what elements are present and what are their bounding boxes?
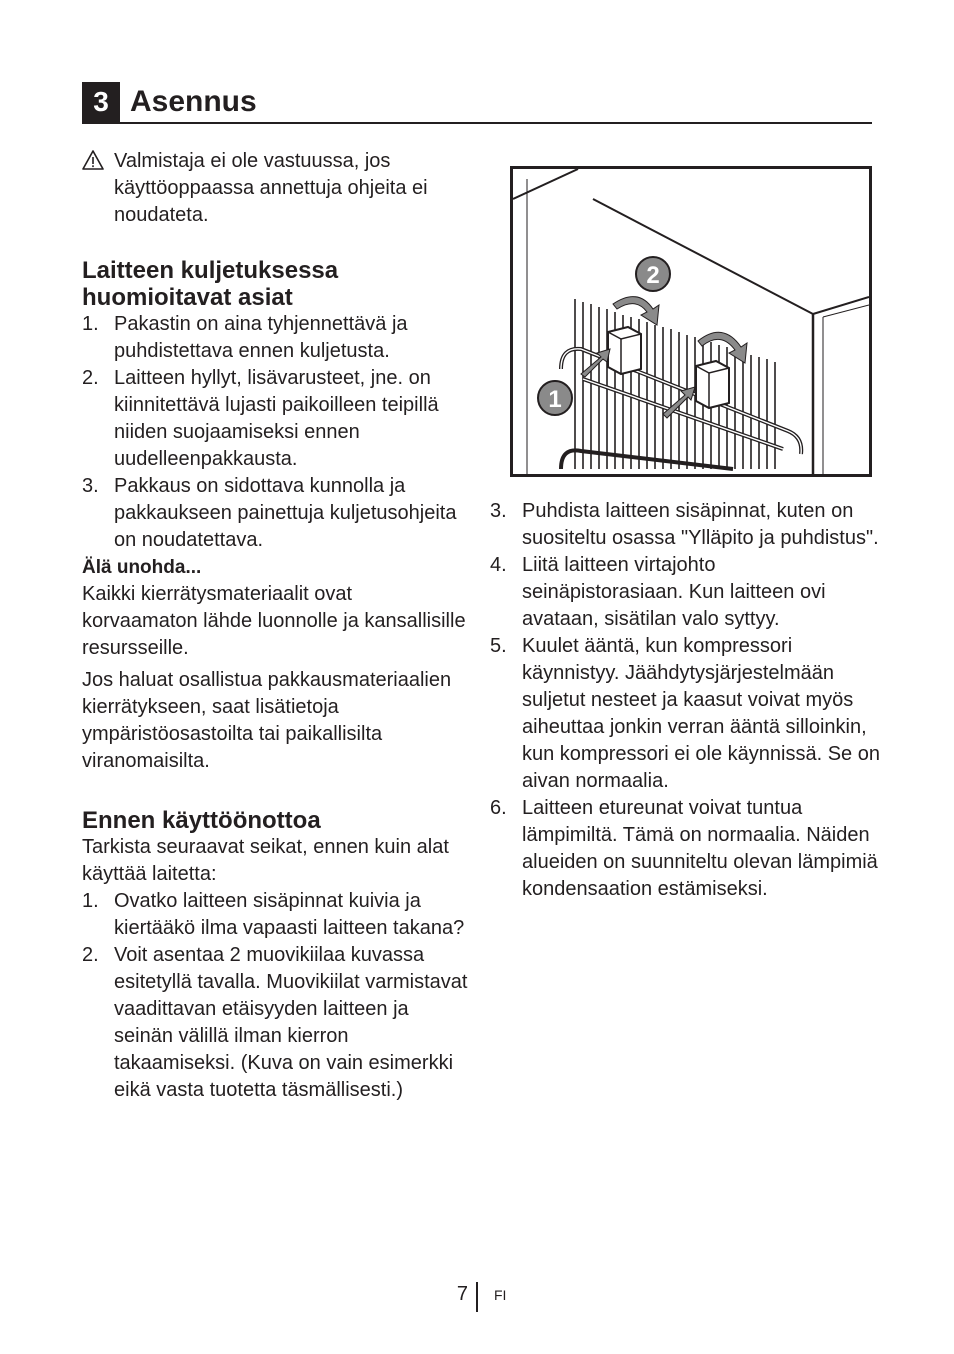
transport-heading: Laitteen kuljetuksessa huomioitavat asiat [82, 257, 339, 311]
warning-text: Valmistaja ei ole vastuussa, jos käyttöoppaassa annettuja ohjeita ei noudateta. [114, 150, 428, 226]
warning-triangle-icon [82, 150, 104, 170]
list-number: 6. [490, 797, 507, 819]
list-item [490, 633, 880, 795]
transport-list [82, 311, 472, 554]
footer-divider [476, 1282, 478, 1312]
before-use-list-part2 [490, 498, 880, 903]
list-text: Voit asentaa 2 muovikiilaa kuvassa esitetyllä tavalla. Muovikiilat varmistavat vaadittavan etäisyyden laitteen ja seinän välillä ilman kierron takaamiseksi. (Kuva on vain esimerkki eikä vasta tuotetta täsmällisesti.) [114, 944, 468, 1101]
list-item [82, 365, 472, 473]
list-number: 3. [82, 475, 99, 497]
step-badge-1-label: 1 [548, 386, 562, 413]
list-number: 1. [82, 313, 99, 335]
list-number: 2. [82, 367, 99, 389]
reminder-label: Älä unohda... [82, 557, 202, 578]
chapter-number: 3 [82, 82, 120, 122]
list-text: Liitä laitteen virtajohto seinäpistorasiaan. Kun laitteen ovi avataan, sisätilan valo syttyy. [522, 554, 826, 630]
spacer-block [696, 361, 729, 408]
list-item [490, 795, 880, 903]
list-item [82, 473, 472, 554]
step-badge-1 [538, 381, 572, 415]
list-text: Laitteen etureunat voivat tuntua lämpimiltä. Tämä on normaalia. Näiden alueiden on suunniteltu olevan lämpimiä kondensaation estämiseksi. [522, 797, 878, 900]
recycle-paragraph-1: Kaikki kierrätysmateriaalit ovat korvaamaton lähde luonnolle ja kansallisille resursseille. [82, 583, 466, 659]
list-text: Ovatko laitteen sisäpinnat kuivia ja kiertääkö ilma vapaasti laitteen takana? [114, 890, 465, 939]
left-column [82, 148, 472, 1104]
list-text: Pakastin on aina tyhjennettävä ja puhdistettava ennen kuljetusta. [114, 313, 408, 362]
language-code: FI [494, 1287, 507, 1303]
right-column [490, 498, 880, 903]
list-text: Pakkaus on sidottava kunnolla ja pakkaukseen painettuja kuljetusohjeita on noudatettava. [114, 475, 457, 551]
before-use-heading: Ennen käyttöönottoa [82, 807, 321, 834]
list-number: 3. [490, 500, 507, 522]
list-text: Laitteen hyllyt, lisävarusteet, jne. on kiinnitettävä lujasti paikoilleen teipillä niiden suojaamiseksi ennen uudelleenpakkausta. [114, 367, 439, 470]
chapter-header [82, 82, 872, 124]
list-item [82, 942, 472, 1104]
before-use-intro: Tarkista seuraavat seikat, ennen kuin alat käyttää laitetta: [82, 836, 449, 885]
list-number: 2. [82, 944, 99, 966]
list-number: 4. [490, 554, 507, 576]
list-item [490, 552, 880, 633]
before-use-list-part1 [82, 888, 472, 1104]
list-item [82, 311, 472, 365]
step-badge-2 [636, 257, 670, 291]
list-text: Kuulet ääntä, kun kompressori käynnistyy. Jäähdytysjärjestelmään suljetut nesteet ja kaasut voivat myös aiheuttaa jonkin verran ääntä silloinkin, kun kompressori ei ole käynnissä. Se on aivan normaalia. [522, 635, 880, 792]
spacer-installation-figure [510, 166, 872, 477]
spacer-block [608, 327, 641, 374]
list-item [82, 888, 472, 942]
step-badge-2-label: 2 [646, 262, 660, 289]
recycle-paragraph-2: Jos haluat osallistua pakkausmateriaalien kierrätykseen, saat lisätietoja ympäristöosastoilta tai paikallisilta viranomaisilta. [82, 669, 452, 772]
list-item [490, 498, 880, 552]
installation-illustration [513, 169, 869, 474]
list-text: Puhdista laitteen sisäpinnat, kuten on suositeltu osassa "Ylläpito ja puhdistus". [522, 500, 879, 549]
warning-note [82, 148, 472, 229]
list-number: 5. [490, 635, 507, 657]
page-number: 7 [456, 1283, 468, 1305]
list-number: 1. [82, 890, 99, 912]
chapter-title: Asennus [130, 85, 257, 118]
